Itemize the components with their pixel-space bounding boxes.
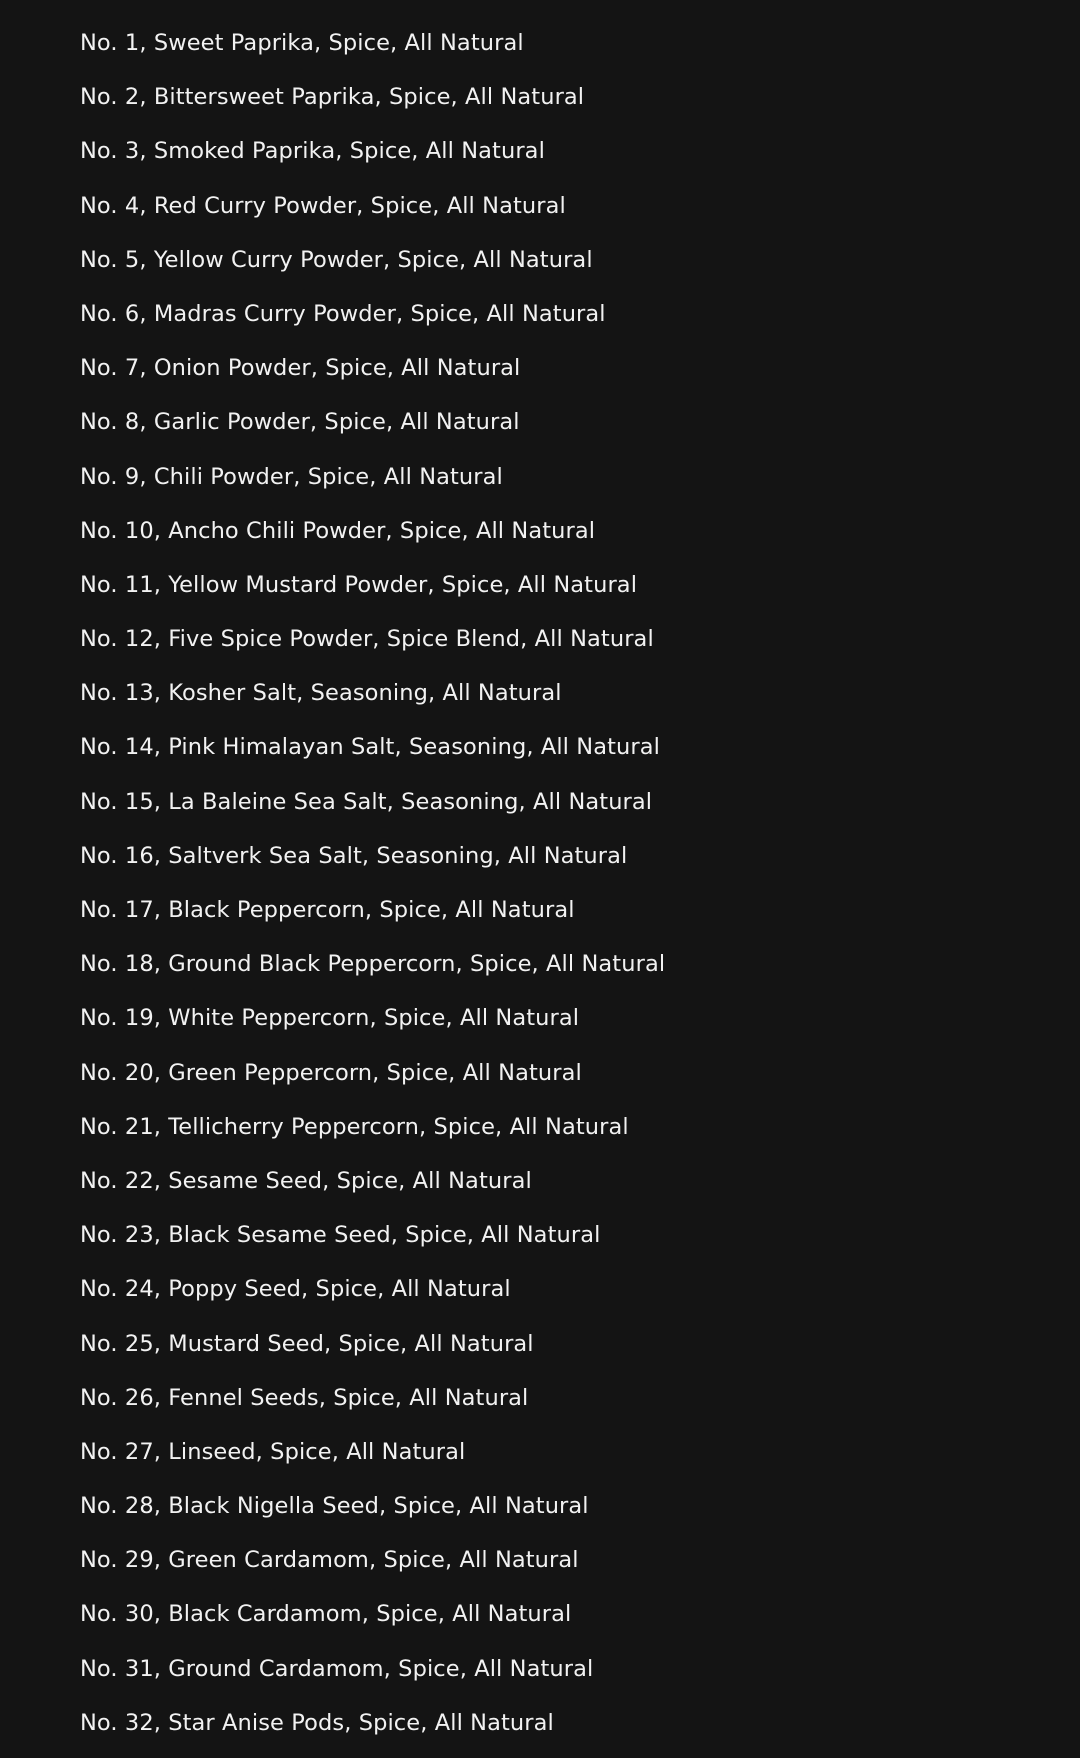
list-item: No. 29, Green Cardamom, Spice, All Natural	[80, 1547, 579, 1574]
list-item: No. 12, Five Spice Powder, Spice Blend, All Natural	[80, 626, 654, 653]
list-item: No. 31, Ground Cardamom, Spice, All Natural	[80, 1655, 594, 1682]
list-item: No. 1, Sweet Paprika, Spice, All Natural	[80, 30, 524, 56]
list-item: No. 28, Black Nigella Seed, Spice, All Natural	[80, 1493, 589, 1520]
list-item: No. 30, Black Cardamom, Spice, All Natural	[80, 1601, 572, 1628]
list-item: No. 8, Garlic Powder, Spice, All Natural	[80, 409, 520, 436]
list-item: No. 7, Onion Powder, Spice, All Natural	[80, 355, 521, 382]
list-item: No. 4, Red Curry Powder, Spice, All Natural	[80, 192, 566, 219]
list-item: No. 16, Saltverk Sea Salt, Seasoning, All Natural	[80, 842, 628, 869]
list-item: No. 13, Kosher Salt, Seasoning, All Natural	[80, 680, 562, 707]
list-item: No. 18, Ground Black Peppercorn, Spice, All Natural	[80, 951, 666, 978]
list-item: No. 5, Yellow Curry Powder, Spice, All Natural	[80, 246, 593, 273]
list-item: No. 21, Tellicherry Peppercorn, Spice, All Natural	[80, 1113, 629, 1140]
list-item: No. 2, Bittersweet Paprika, Spice, All Natural	[80, 84, 585, 111]
list-item: No. 3, Smoked Paprika, Spice, All Natural	[80, 138, 545, 165]
list-item: No. 23, Black Sesame Seed, Spice, All Natural	[80, 1222, 601, 1249]
list-item: No. 20, Green Peppercorn, Spice, All Natural	[80, 1059, 582, 1086]
list-item: No. 10, Ancho Chili Powder, Spice, All Natural	[80, 517, 596, 544]
list-item: No. 6, Madras Curry Powder, Spice, All Natural	[80, 300, 606, 327]
list-item: No. 15, La Baleine Sea Salt, Seasoning, All Natural	[80, 788, 653, 815]
list-item: No. 32, Star Anise Pods, Spice, All Natural	[80, 1709, 554, 1736]
list-item: No. 26, Fennel Seeds, Spice, All Natural	[80, 1384, 529, 1411]
list-item: No. 9, Chili Powder, Spice, All Natural	[80, 463, 503, 490]
list-item: No. 17, Black Peppercorn, Spice, All Natural	[80, 897, 575, 923]
list-item: No. 27, Linseed, Spice, All Natural	[80, 1438, 466, 1465]
list-item: No. 14, Pink Himalayan Salt, Seasoning, All Natural	[80, 734, 660, 761]
list-item: No. 11, Yellow Mustard Powder, Spice, All Natural	[80, 571, 638, 598]
list-item: No. 24, Poppy Seed, Spice, All Natural	[80, 1276, 511, 1303]
list-item: No. 22, Sesame Seed, Spice, All Natural	[80, 1167, 532, 1194]
list-item: No. 19, White Peppercorn, Spice, All Natural	[80, 1005, 580, 1032]
spice-list	[80, 22, 665, 1756]
list-item: No. 25, Mustard Seed, Spice, All Natural	[80, 1330, 534, 1357]
